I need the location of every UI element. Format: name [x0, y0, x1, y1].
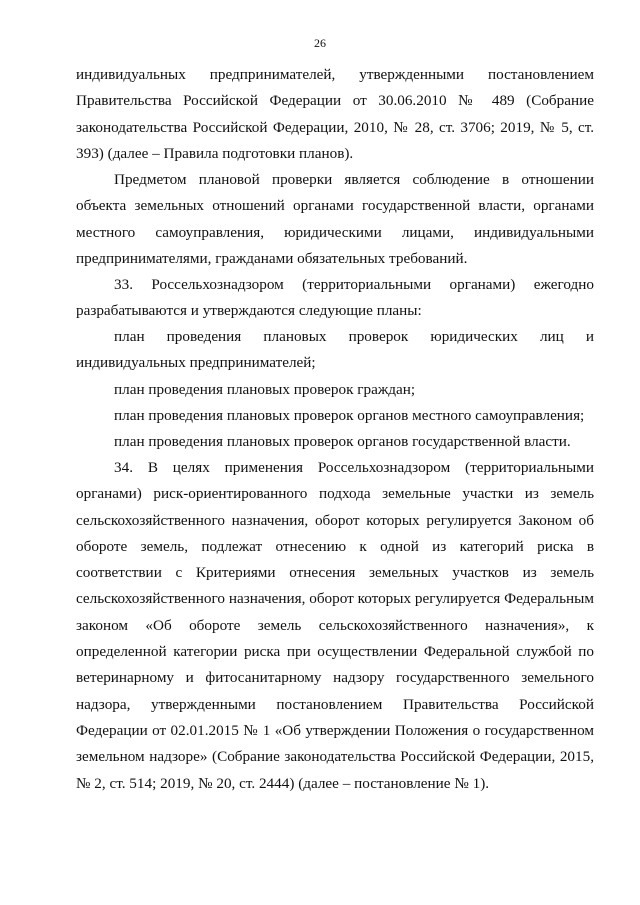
paragraph-subject-block [76, 167, 594, 272]
paragraph-33: 33. Россельхознадзором (территориальными органами) ежегодно разрабатываются и утверждаются следующие планы: [76, 276, 594, 320]
plan-item-legal-entities: план проведения плановых проверок юридических лиц и индивидуальных предпринимателей; [76, 328, 594, 372]
plan-item-state-authorities: план проведения плановых проверок органов государственной власти. [114, 433, 571, 451]
paragraph-inspection-subject: Предметом плановой проверки является соблюдение в отношении объекта земельных отношений органами государственной власти, органами местного самоуправления, юридическими лицами, индивидуальными предпринимателями, гражданами обязательных требований. [76, 171, 594, 267]
paragraph-34-block [76, 455, 594, 797]
paragraph-33-block [76, 272, 594, 325]
paragraph-34: 34. В целях применения Россельхознадзором (территориальными органами) риск-ориентированного подхода земельные участки из земель сельскохозяйственного назначения, оборот которых регулируется Законом об обороте земель, подлежат отнесению к одной из категорий риска в соответствии с Критериями отнесения земельных участков из земель сельскохозяйственного назначения, оборот которых регулируется Федеральным законом «Об обороте земель сельскохозяйственного назначения», к определенной категории риска при осуществлении Федеральной службой по ветеринарному и фитосанитарному надзору государственного земельного надзора, утвержденными постановлением Правительства Российской Федерации от 02.01.2015 № 1 «Об утверждении Положения о государственном земельном надзоре» (Собрание законодательства Российской Федерации, 2015, № 2, ст. 514; 2019, № 20, ст. 2444) (далее – постановление № 1). [76, 459, 594, 792]
document-body [76, 62, 594, 167]
paragraph-continuation: индивидуальных предпринимателей, утвержденными постановлением Правительства Российской Федерации от 30.06.2010 № 489 (Собрание законодательства Российской Федерации, 2010, № 28, ст. 3706; 2019, № 5, ст. 393) (далее – Правила подготовки планов). [76, 66, 594, 162]
page-number: 26 [314, 36, 326, 50]
plans-list-block [76, 324, 594, 455]
plan-item-local-government: план проведения плановых проверок органов местного самоуправления; [114, 406, 585, 424]
plan-item-citizens: план проведения плановых проверок граждан; [114, 380, 416, 398]
